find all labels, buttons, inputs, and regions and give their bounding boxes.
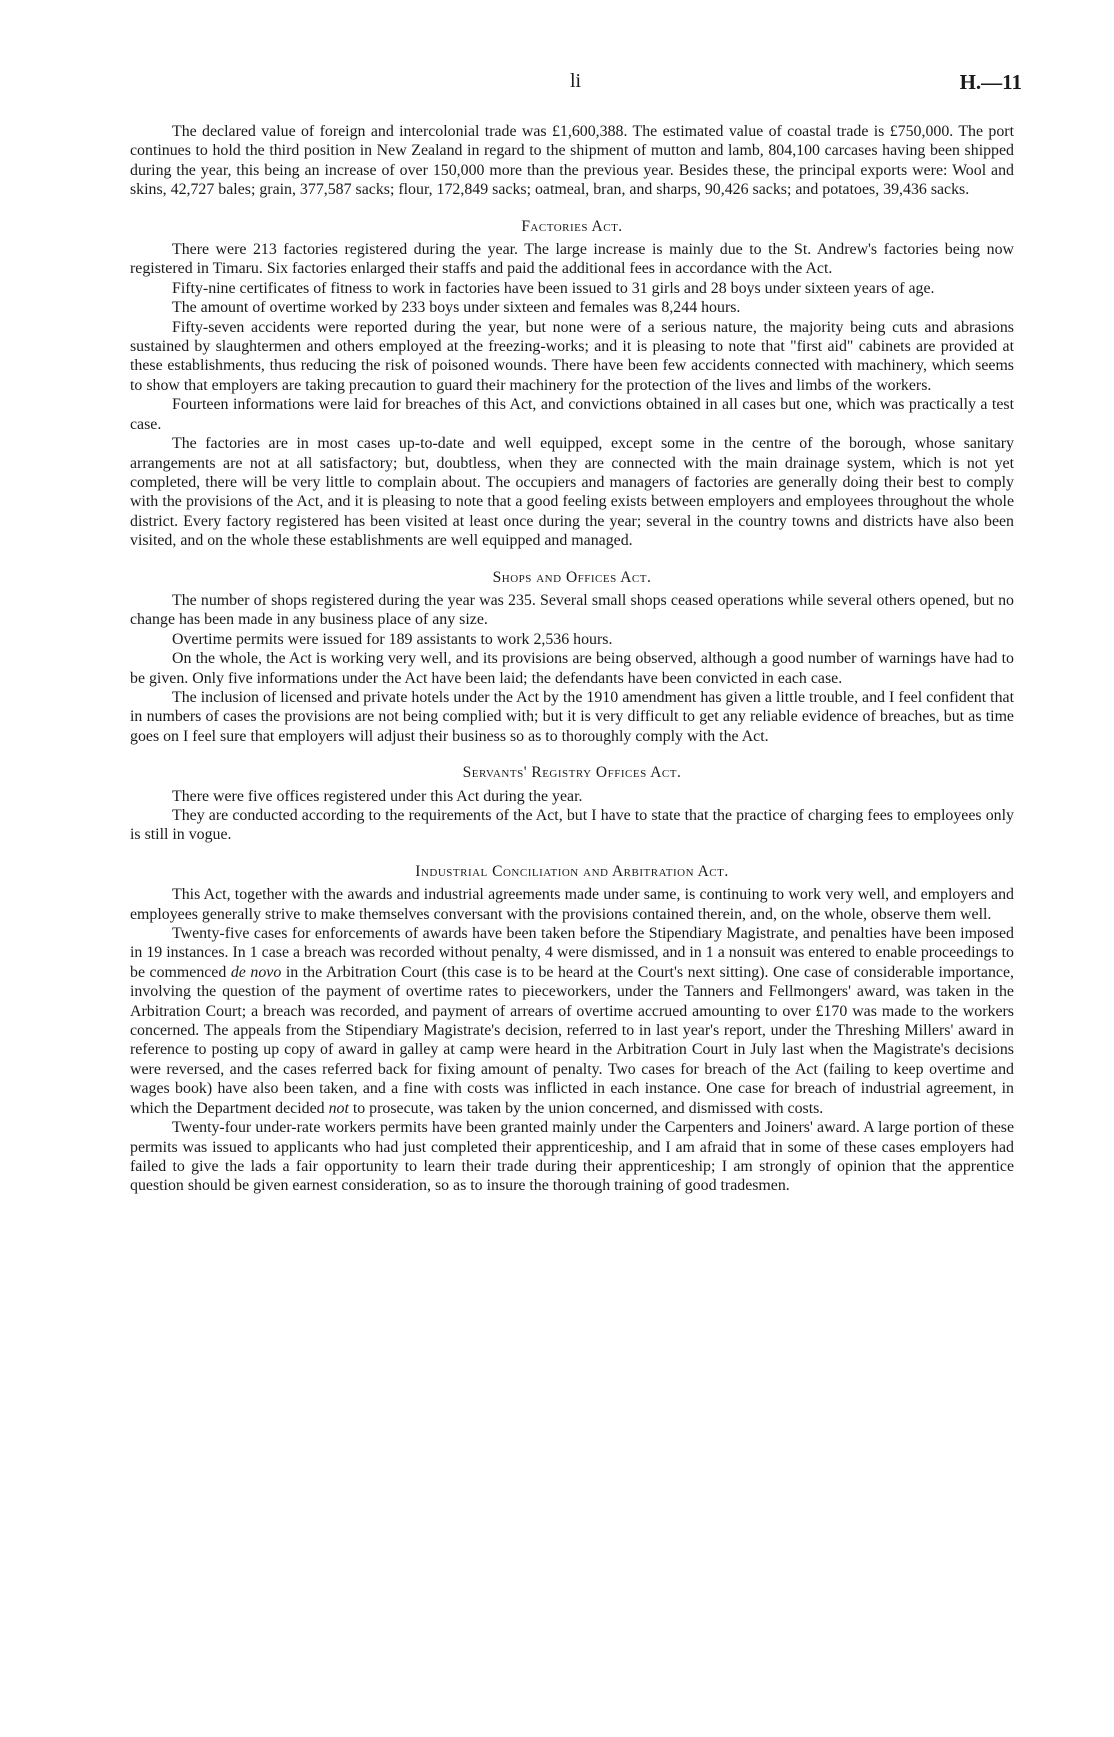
servants-registry-act-heading: Servants' Registry Offices Act. (462, 764, 682, 782)
factories-paragraph: Fifty-seven accidents were reported during the year, but none were of a serious nature, the majority being cuts and abrasions sustained by slaughtermen and others employed at the freezing-works; and it is pleasing to note that "first aid" cabinets are provided at these establishments, thus reducing the risk of poisoned wounds. There have been few accidents connected with machinery, which seems to show that employers are taking precaution to guard their machinery for the protection of the lives and limbs of the workers. (130, 318, 1014, 394)
shops-paragraph: The number of shops registered during the year was 235. Several small shops ceased operations while several others opened, but no change has been made in any business place of any size. (130, 591, 1014, 629)
emphasis-word: not (328, 1099, 349, 1117)
industrial-paragraph: This Act, together with the awards and industrial agreements made under same, is continuing to work very well, and employers and employees generally strive to make themselves conversant with the provisions contained therein, and, on the whole, observe them well. (130, 886, 1014, 923)
latin-phrase: de novo (230, 963, 282, 981)
industrial-text-segment: to prosecute, was taken by the union concerned, and dismissed with costs. (348, 1099, 824, 1117)
page-number: li (570, 70, 582, 92)
shops-paragraph: The inclusion of licensed and private hotels under the Act by the 1910 amendment has given a little trouble, and I feel confident that in numbers of cases the provisions are not being complied with; but it is very difficult to get any reliable evidence of breaches, but as time goes on I feel sure that employers will adjust their business so as to thoroughly comply with the Act. (130, 688, 1014, 745)
factories-paragraph: Fourteen informations were laid for breaches of this Act, and convictions obtained in all cases but one, which was practically a test case. (130, 396, 1014, 433)
factories-paragraph: The amount of overtime worked by 233 boys under sixteen and females was 8,244 hours. (172, 299, 741, 317)
report-body (130, 122, 1014, 1196)
servants-paragraph: They are conducted according to the requirements of the Act, but I have to state that the practice of charging fees to employees only is still in vogue. (130, 807, 1014, 844)
shops-paragraph: On the whole, the Act is working very well, and its provisions are being observed, although a good number of warnings have had to be given. Only five informations under the Act have been laid; the defendants have been convicted in each case. (130, 650, 1014, 687)
factories-act-heading: Factories Act. (521, 217, 623, 235)
industrial-paragraph (130, 924, 1014, 1118)
industrial-text-segment: Twenty-five cases for enforcements of awards have been taken before the Stipendiary Magistrate, and penalties have been imposed in 19 instances. In 1 case a breach was recorded without penalty, 4 were dismissed, and in 1 a nonsuit was entered to enable proceedings to be commenced (130, 925, 1014, 981)
servants-paragraph: There were five offices registered under this Act during the year. (172, 787, 583, 805)
industrial-paragraph: Twenty-four under-rate workers permits have been granted mainly under the Carpenters and Joiners' award. A large portion of these permits was issued to applicants who had just completed their apprenticeship, and I am afraid that in some of these cases employers had failed to give the lads a fair opportunity to learn their trade during their apprenticeship; I am strongly of opinion that the apprentice question should be given earnest consideration, so as to insure the thorough training of good tradesmen. (130, 1119, 1014, 1195)
factories-paragraph: There were 213 factories registered during the year. The large increase is mainly due to the St. Andrew's factories being now registered in Timaru. Six factories enlarged their staffs and paid the additional fees in accordance with the Act. (130, 241, 1014, 278)
shops-offices-act-heading: Shops and Offices Act. (492, 568, 652, 586)
page-header (0, 70, 1114, 100)
trade-paragraph: The declared value of foreign and intercolonial trade was £1,600,388. The estimated value of coastal trade is £750,000. The port continues to hold the third position in New Zealand in regard to the shipment of mutton and lamb, 804,100 carcases having been shipped during the year, this being an increase of over 150,000 more than the previous year. Besides these, the principal exports were: Wool and skins, 42,727 bales; grain, 377,587 sacks; flour, 172,849 sacks; oatmeal, bran, and sharps, 90,426 sacks; and potatoes, 39,436 sacks. (130, 123, 1014, 199)
factories-paragraph: Fifty-nine certificates of fitness to work in factories have been issued to 31 girls and 28 boys under sixteen years of age. (172, 279, 935, 297)
shops-paragraph: Overtime permits were issued for 189 assistants to work 2,536 hours. (172, 630, 613, 648)
factories-paragraph: The factories are in most cases up-to-date and well equipped, except some in the centre of the borough, whose sanitary arrangements are not at all satisfactory; but, doubtless, when they are connected with the main drainage system, which is not yet completed, there will be very little to complain about. The occupiers and managers of factories are generally doing their best to comply with the provisions of the Act, and it is pleasing to note that a good feeling exists between employers and employees throughout the whole district. Every factory registered has been visited at least once during the year; several in the country towns and districts have also been visited, and on the whole these establishments are well equipped and managed. (130, 435, 1014, 550)
document-reference: H.—11 (959, 70, 1022, 94)
industrial-arbitration-act-heading: Industrial Conciliation and Arbitration Act. (415, 862, 729, 880)
industrial-text-segment: in the Arbitration Court (this case is to be heard at the Court's next sitting). One case of considerable importance, involving the question of the payment of overtime rates to pieceworkers, under the Tanners and Fellmongers' award, was taken in the Arbitration Court; a breach was recorded, and payment of arrears of overtime accrued amounting to over £170 was made to the workers concerned. The appeals from the Stipendiary Magistrate's decision, referred to in last year's report, under the Threshing Millers' award in reference to posting up copy of award in galley at camp were heard in the Arbitration Court in July last when the Magistrate's decisions were reversed, and the cases referred back for fixing amount of penalty. Two cases for breach of the Act (failing to keep overtime and wages book) have also been taken, and a fine with costs was inflicted in each instance. One case for breach of industrial agreement, in which the Department decided (130, 963, 1014, 1117)
